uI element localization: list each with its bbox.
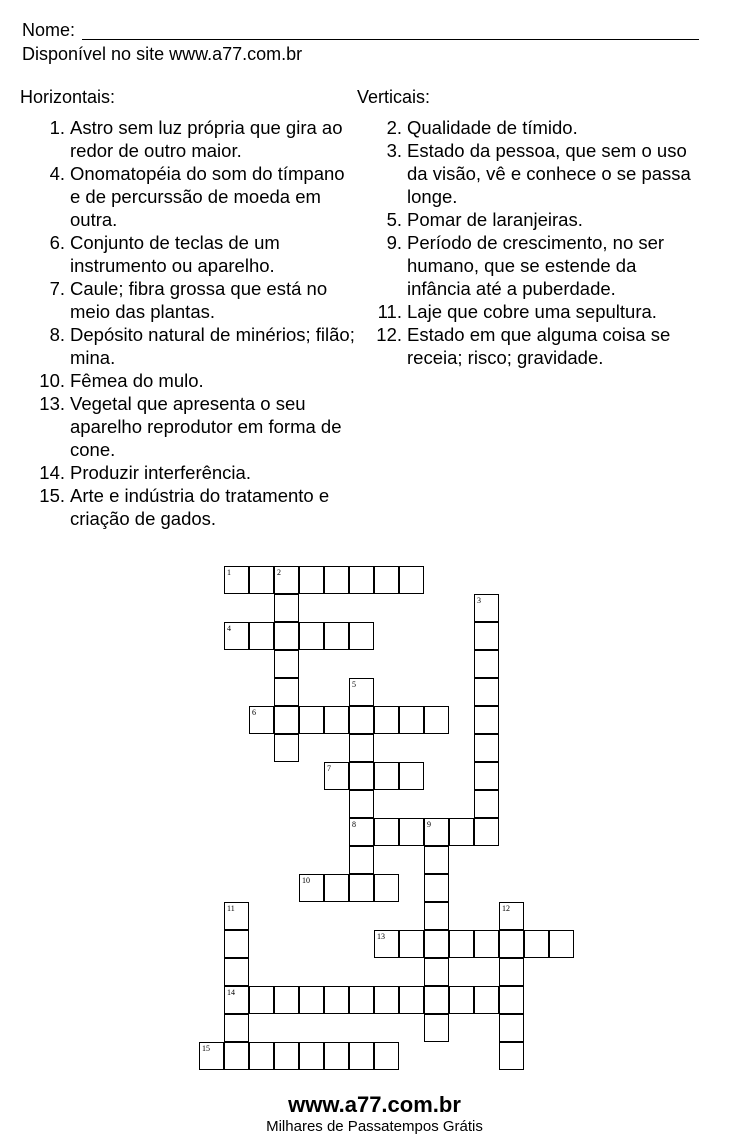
- crossword-cell[interactable]: [249, 622, 274, 650]
- clue-number: 10.: [39, 370, 65, 391]
- clue-number: 1.: [49, 117, 65, 138]
- clue-text: Conjunto de teclas de um instrumento ou aparelho.: [70, 232, 280, 276]
- crossword-cell[interactable]: [349, 790, 374, 818]
- crossword-cell[interactable]: [299, 874, 324, 902]
- crossword-cell[interactable]: [474, 762, 499, 790]
- crossword-cell[interactable]: [274, 986, 299, 1014]
- crossword-cell[interactable]: [474, 650, 499, 678]
- crossword-cell[interactable]: [274, 706, 299, 734]
- crossword-cell[interactable]: [374, 706, 399, 734]
- crossword-cell[interactable]: [474, 594, 499, 622]
- clue-number: 11.: [377, 301, 402, 322]
- crossword-cell[interactable]: [424, 930, 449, 958]
- crossword-cell[interactable]: [274, 678, 299, 706]
- crossword-cell[interactable]: [324, 1042, 349, 1070]
- clue-number: 14.: [39, 462, 65, 483]
- crossword-cell[interactable]: [474, 622, 499, 650]
- crossword-cell[interactable]: [274, 650, 299, 678]
- footer-tagline: Milhares de Passatempos Grátis: [266, 1118, 483, 1135]
- clue-number: 8.: [49, 324, 65, 345]
- crossword-cell[interactable]: [449, 986, 474, 1014]
- crossword-cell[interactable]: [474, 706, 499, 734]
- crossword-cell[interactable]: [474, 818, 499, 846]
- crossword-cell[interactable]: [224, 986, 249, 1014]
- clue-text: Estado da pessoa, que sem o uso da visão, vê e conhece o se passa longe.: [407, 140, 691, 207]
- crossword-cell[interactable]: [499, 1014, 524, 1042]
- cell-number: 13: [377, 932, 385, 941]
- crossword-cell[interactable]: [474, 930, 499, 958]
- crossword-cell[interactable]: [224, 1014, 249, 1042]
- clue-text: Arte e indústria do tratamento e criação de gados.: [70, 485, 330, 529]
- crossword-cell[interactable]: [374, 874, 399, 902]
- cell-number: 6: [252, 708, 256, 717]
- crossword-cell[interactable]: [374, 566, 399, 594]
- crossword-cell[interactable]: [324, 874, 349, 902]
- cell-number: 2: [277, 568, 281, 577]
- clue-number: 6.: [49, 232, 65, 253]
- crossword-cell[interactable]: [424, 1014, 449, 1042]
- footer-url: www.a77.com.br: [288, 1092, 461, 1117]
- cell-number: 5: [352, 680, 356, 689]
- clue-number: 12.: [376, 324, 402, 345]
- crossword-cell[interactable]: [399, 986, 424, 1014]
- cell-number: 8: [352, 820, 356, 829]
- crossword-cell[interactable]: [349, 762, 374, 790]
- cell-number: 9: [427, 820, 431, 829]
- crossword-cell[interactable]: [399, 566, 424, 594]
- crossword-cell[interactable]: [474, 790, 499, 818]
- crossword-cell[interactable]: [199, 1042, 224, 1070]
- clue-text: Onomatopéia do som do tímpano e de percurssão de moeda em outra.: [70, 163, 345, 230]
- crossword-cell[interactable]: [374, 818, 399, 846]
- crossword-cell[interactable]: [349, 874, 374, 902]
- crossword-cell[interactable]: [424, 902, 449, 930]
- crossword-cell[interactable]: [424, 706, 449, 734]
- crossword-cell[interactable]: [349, 622, 374, 650]
- crossword-cell[interactable]: [474, 986, 499, 1014]
- crossword-cell[interactable]: [399, 762, 424, 790]
- clue-text: Qualidade de tímido.: [407, 117, 578, 138]
- crossword-cell[interactable]: [524, 930, 549, 958]
- clue-text: Período de crescimento, no ser humano, que se estende da infância até a puberdade.: [407, 232, 665, 299]
- crossword-cell[interactable]: [449, 818, 474, 846]
- cell-number: 1: [227, 568, 231, 577]
- crossword-cell[interactable]: [324, 986, 349, 1014]
- clue-number: 4.: [49, 163, 65, 184]
- crossword-cell[interactable]: [274, 1042, 299, 1070]
- crossword-cell[interactable]: [499, 902, 524, 930]
- crossword-cell[interactable]: [499, 958, 524, 986]
- crossword-cell[interactable]: [424, 986, 449, 1014]
- clue-number: 3.: [386, 140, 402, 161]
- crossword-cell[interactable]: [374, 762, 399, 790]
- crossword-cell[interactable]: [324, 622, 349, 650]
- crossword-cell[interactable]: [424, 846, 449, 874]
- crossword-cell[interactable]: [249, 986, 274, 1014]
- cell-number: 10: [302, 876, 310, 885]
- clue-text: Laje que cobre uma sepultura.: [407, 301, 657, 322]
- crossword-cell[interactable]: [374, 986, 399, 1014]
- cell-number: 11: [227, 904, 235, 913]
- clue-number: 2.: [386, 117, 402, 138]
- crossword-cell[interactable]: [224, 1042, 249, 1070]
- verticais-heading: Verticais:: [357, 87, 431, 107]
- crossword-cell[interactable]: [224, 566, 249, 594]
- clue-text: Estado em que alguma coisa se receia; risco; gravidade.: [407, 324, 671, 368]
- crossword-cell[interactable]: [324, 762, 349, 790]
- site-line: Disponível no site www.a77.com.br: [22, 44, 303, 64]
- crossword-cell[interactable]: [499, 986, 524, 1014]
- clue-number: 9.: [386, 232, 402, 253]
- crossword-cell[interactable]: [374, 1042, 399, 1070]
- clue-number: 13.: [39, 393, 65, 414]
- crossword-cell[interactable]: [249, 566, 274, 594]
- clue-text: Produzir interferência.: [70, 462, 251, 483]
- crossword-cell[interactable]: [299, 986, 324, 1014]
- clue-text: Pomar de laranjeiras.: [407, 209, 583, 230]
- crossword-cell[interactable]: [224, 930, 249, 958]
- crossword-cell[interactable]: [349, 818, 374, 846]
- crossword-cell[interactable]: [249, 1042, 274, 1070]
- crossword-cell[interactable]: [224, 958, 249, 986]
- crossword-cell[interactable]: [424, 958, 449, 986]
- clue-text: Astro sem luz própria que gira ao redor de outro maior.: [70, 117, 343, 161]
- clue-text: Depósito natural de minérios; filão; mina.: [70, 324, 355, 368]
- crossword-cell[interactable]: [274, 566, 299, 594]
- crossword-cell[interactable]: [249, 706, 274, 734]
- crossword-cell[interactable]: [499, 930, 524, 958]
- cell-number: 15: [202, 1044, 210, 1053]
- horizontais-heading: Horizontais:: [20, 87, 116, 107]
- crossword-cell[interactable]: [349, 566, 374, 594]
- crossword-cell[interactable]: [274, 734, 299, 762]
- crossword-cell[interactable]: [399, 818, 424, 846]
- crossword-cell[interactable]: [224, 902, 249, 930]
- crossword-cell[interactable]: [324, 566, 349, 594]
- cell-number: 14: [227, 988, 235, 997]
- clue-text: Vegetal que apresenta o seu aparelho reprodutor em forma de cone.: [70, 393, 342, 460]
- crossword-cell[interactable]: [299, 566, 324, 594]
- clue-number: 5.: [386, 209, 402, 230]
- crossword-cell[interactable]: [549, 930, 574, 958]
- crossword-cell[interactable]: [424, 874, 449, 902]
- crossword-cell[interactable]: [474, 734, 499, 762]
- cell-number: 12: [502, 904, 510, 913]
- clue-text: Caule; fibra grossa que está no meio das plantas.: [70, 278, 328, 322]
- crossword-cell[interactable]: [374, 930, 399, 958]
- crossword-cell[interactable]: [299, 706, 324, 734]
- crossword-cell[interactable]: [349, 734, 374, 762]
- cell-number: 7: [327, 764, 331, 773]
- crossword-cell[interactable]: [499, 1042, 524, 1070]
- crossword-cell[interactable]: [349, 678, 374, 706]
- crossword-cell[interactable]: [349, 706, 374, 734]
- crossword-cell[interactable]: [324, 706, 349, 734]
- crossword-cell[interactable]: [224, 622, 249, 650]
- cell-number: 4: [227, 624, 231, 633]
- crossword-cell[interactable]: [349, 1042, 374, 1070]
- crossword-cell[interactable]: [399, 930, 424, 958]
- crossword-cell[interactable]: [299, 1042, 324, 1070]
- crossword-cell[interactable]: [349, 986, 374, 1014]
- cell-number: 3: [477, 596, 481, 605]
- crossword-cell[interactable]: [274, 594, 299, 622]
- crossword-cell[interactable]: [399, 706, 424, 734]
- crossword-cell[interactable]: [474, 678, 499, 706]
- crossword-cell[interactable]: [449, 930, 474, 958]
- clue-number: 15.: [39, 485, 65, 506]
- clue-number: 7.: [49, 278, 65, 299]
- crossword-cell[interactable]: [299, 622, 324, 650]
- clue-text: Fêmea do mulo.: [70, 370, 204, 391]
- crossword-cell[interactable]: [424, 818, 449, 846]
- name-label: Nome:: [22, 20, 76, 40]
- crossword-cell[interactable]: [274, 622, 299, 650]
- crossword-cell[interactable]: [349, 846, 374, 874]
